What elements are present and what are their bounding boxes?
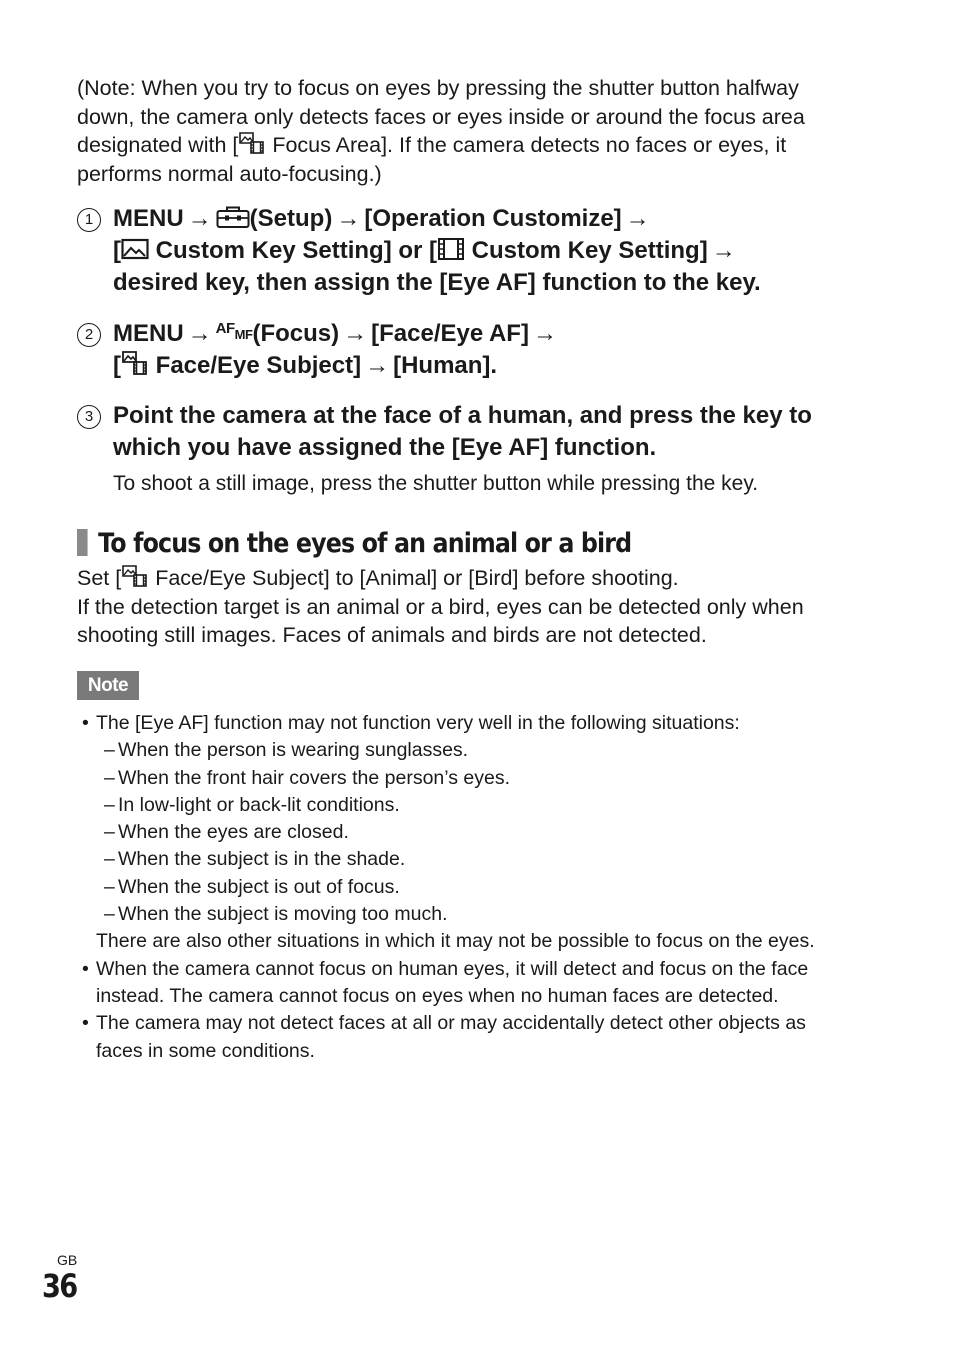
operation-customize-label: [Operation Customize]	[364, 205, 622, 232]
face-eye-subject-label: Face/Eye Subject]	[149, 352, 362, 379]
arrow-icon: →	[532, 320, 557, 347]
af-mf-icon: $AF_{MF}$	[215, 320, 253, 342]
list-item: – When the person is wearing sunglasses.	[104, 739, 469, 762]
step-1	[77, 203, 867, 299]
focus-label: (Focus)	[252, 320, 340, 347]
arrow-icon: →	[187, 205, 212, 232]
section-body	[77, 564, 867, 650]
situations-list	[96, 737, 850, 928]
still-image-icon	[121, 237, 149, 261]
step-1-text: MENU → (Setup) → [Operation Customize] → [ Custom Key Setting] or [ Custom Key Setting] → desired key, then assign the [Eye AF] function to the key.	[113, 205, 761, 296]
list-item: – When the subject is out of focus.	[104, 875, 400, 898]
step-number: 3	[77, 405, 101, 429]
step-number: 1	[77, 208, 101, 232]
note-item-1: • The [Eye AF] function may not function very well in the following situations: – When the person is wearing sunglasses. – When the front hair covers the person’s eyes. – In low-light or back-lit conditions. – When the eyes are closed. – When the subject is in the shade. – When the subject is out of focus. – When the subject is moving too much. There are also other situations in which it may not be possible to focus on the eyes.	[80, 710, 850, 956]
note-badge: Note	[77, 671, 139, 700]
list-item: – In low-light or back-lit conditions.	[104, 793, 400, 816]
page-number: 36	[42, 1267, 77, 1305]
step-2	[77, 318, 867, 382]
setup-label: (Setup)	[249, 205, 333, 232]
still-custom-key-label: Custom Key Setting] or [	[149, 237, 438, 264]
step-3-text: Point the camera at the face of a human, and press the key to which you have assigned the [Eye AF] function.	[113, 402, 812, 461]
face-eye-af-label: [Face/Eye AF]	[371, 320, 529, 347]
list-item: – When the front hair covers the person’s eyes.	[104, 766, 511, 789]
intro-note-text-1: (Note: When you try to focus on eyes by pressing the shutter button halfway down, the camera only detects faces or eyes inside or around the focus area designated with [	[77, 76, 805, 157]
note-item-1-tail: There are also other situations in which it may not be possible to focus on the eyes.	[96, 930, 815, 953]
arrow-icon: →	[343, 320, 368, 347]
menu-label: MENU	[113, 205, 184, 232]
human-label: [Human].	[393, 352, 498, 379]
bullet-icon: •	[82, 1012, 89, 1035]
list-item: – When the subject is moving too much.	[104, 903, 448, 926]
note-item-3: • The camera may not detect faces at all or may accidentally detect other objects as faces in some conditions.	[82, 1012, 806, 1062]
note-item-2: • When the camera cannot focus on human eyes, it will detect and focus on the face instead. The camera cannot focus on eyes when no human faces are detected.	[82, 957, 809, 1007]
arrow-icon: →	[625, 205, 650, 232]
arrow-icon: →	[365, 352, 390, 379]
still-movie-icon	[121, 564, 149, 588]
arrow-icon: →	[187, 320, 212, 347]
step-1-final-text: desired key, then assign the [Eye AF] function to the key.	[113, 269, 761, 296]
bullet-icon: •	[82, 957, 89, 980]
page-footer	[42, 1252, 83, 1304]
movie-custom-key-label: Custom Key Setting]	[465, 237, 708, 264]
intro-note	[77, 74, 857, 188]
step-number: 2	[77, 323, 101, 347]
section-title-text: To focus on the eyes of an animal or a bird	[98, 528, 632, 559]
still-movie-icon	[238, 131, 266, 155]
list-item: – When the subject is in the shade.	[104, 848, 406, 871]
still-movie-icon	[121, 350, 149, 376]
step-2-text: MENU → $AF_{MF}(Focus)$ → [Face/Eye AF] → [ Face/Eye Subject] → [Human].	[113, 318, 867, 382]
toolbox-icon	[216, 205, 250, 229]
arrow-icon: →	[336, 205, 361, 232]
arrow-icon: →	[711, 237, 736, 264]
menu-label: MENU	[113, 320, 184, 347]
bullet-icon: •	[82, 712, 89, 734]
movie-film-icon	[437, 237, 465, 261]
step-3	[77, 400, 867, 498]
heading-bar	[77, 529, 88, 556]
notes-list	[80, 710, 850, 1065]
step-3-detail: To shoot a still image, press the shutter button while pressing the key.	[113, 472, 759, 495]
language-code: GB	[57, 1252, 78, 1268]
list-item: – When the eyes are closed.	[104, 821, 349, 844]
section-paragraph: If the detection target is an animal or a bird, eyes can be detected only when shooting still images. Faces of animals and birds are not detected.	[77, 594, 804, 647]
intro-note-text-2: Focus Area]. If the camera detects no faces or eyes, it performs normal auto-focusing.)	[77, 133, 787, 186]
section-heading	[77, 526, 631, 562]
section-line-1: Set [ Face/Eye Subject] to [Animal] or [Bird] before shooting.	[77, 566, 679, 590]
